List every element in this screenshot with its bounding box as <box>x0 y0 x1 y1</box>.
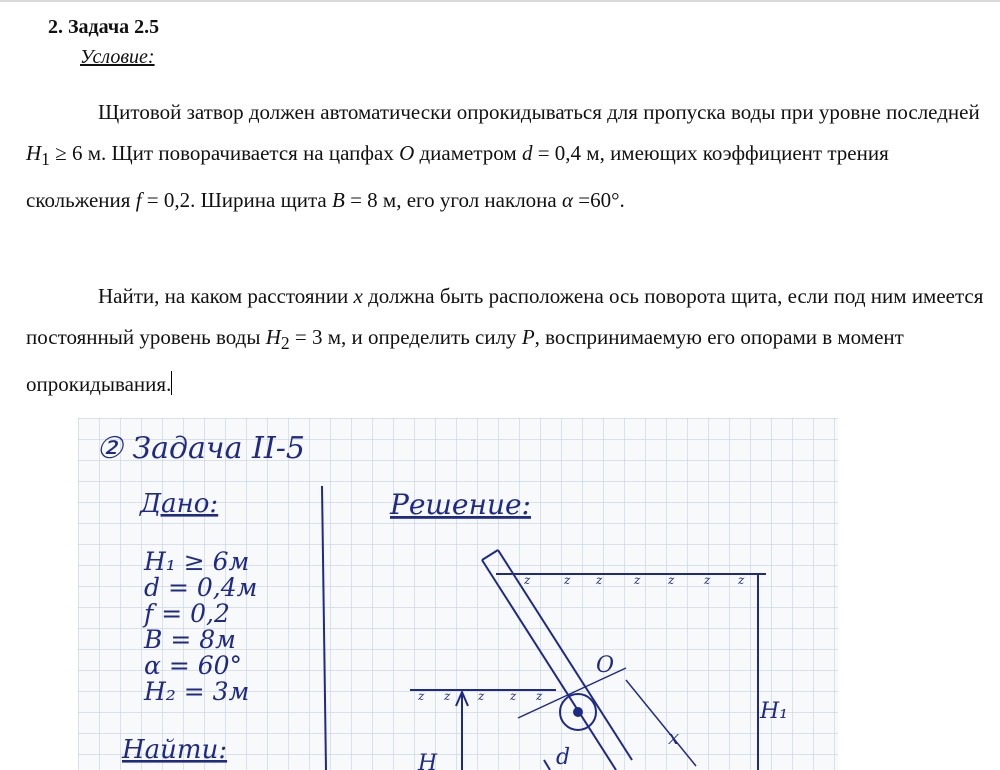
svg-text:z: z <box>738 573 745 587</box>
svg-text:z: z <box>704 573 711 587</box>
find-label: Найти: <box>122 735 228 765</box>
svg-text:z: z <box>668 573 675 587</box>
photo-title: ② Задача II-5 <box>96 431 305 466</box>
pivot-label: O <box>596 653 615 678</box>
given-item: B = 8м <box>144 625 236 654</box>
svg-text:z: z <box>596 573 603 587</box>
x-label: x <box>668 725 680 749</box>
svg-text:z: z <box>564 573 571 587</box>
svg-text:z: z <box>536 689 543 703</box>
pivot-center <box>573 707 583 717</box>
text-cursor <box>171 371 172 395</box>
given-item: f = 0,2 <box>144 599 230 628</box>
top-rule <box>0 0 1000 2</box>
given-item: α = 60° <box>144 651 243 680</box>
handwritten-solution-photo <box>78 418 838 770</box>
h1-label: H₁ <box>760 699 789 724</box>
solution-label: Решение: <box>390 488 531 521</box>
given-item: d = 0,4м <box>144 573 258 602</box>
h-label: H <box>418 751 438 770</box>
svg-text:z: z <box>478 689 485 703</box>
given-item: H₂ = 3м <box>144 677 250 706</box>
condition-paragraph-1[interactable]: Щитовой затвор должен автоматически опрокидываться для пропуска воды при уровне последней $H_1 \ge 6$ м. Щит поворачивается на цапфах O диаметром d = 0,4 м, имеющих коэффициент трения скольжения f = 0,2. Ширина щита B = 8 м, его угол наклона α =60°. <box>26 100 980 213</box>
condition-paragraph-2[interactable]: Найти, на каком расстоянии x должна быть расположена ось поворота щита, если под ним имеется постоянный уровень воды $H_2 = 3$ м, и определить силу P, воспринимаемую его опорами в момент опрокидывания. <box>26 284 984 397</box>
given-label: Дано: <box>140 489 219 519</box>
d-label: d <box>556 745 571 770</box>
condition-subheading: Условие: <box>80 46 155 68</box>
given-item: H₁ ≥ 6м <box>144 547 250 576</box>
svg-text:z: z <box>444 689 451 703</box>
svg-text:z: z <box>634 573 641 587</box>
problem-heading: 2. Задача 2.5 <box>48 16 160 38</box>
svg-text:z: z <box>524 573 531 587</box>
svg-text:z: z <box>418 689 425 703</box>
svg-text:z: z <box>510 689 517 703</box>
